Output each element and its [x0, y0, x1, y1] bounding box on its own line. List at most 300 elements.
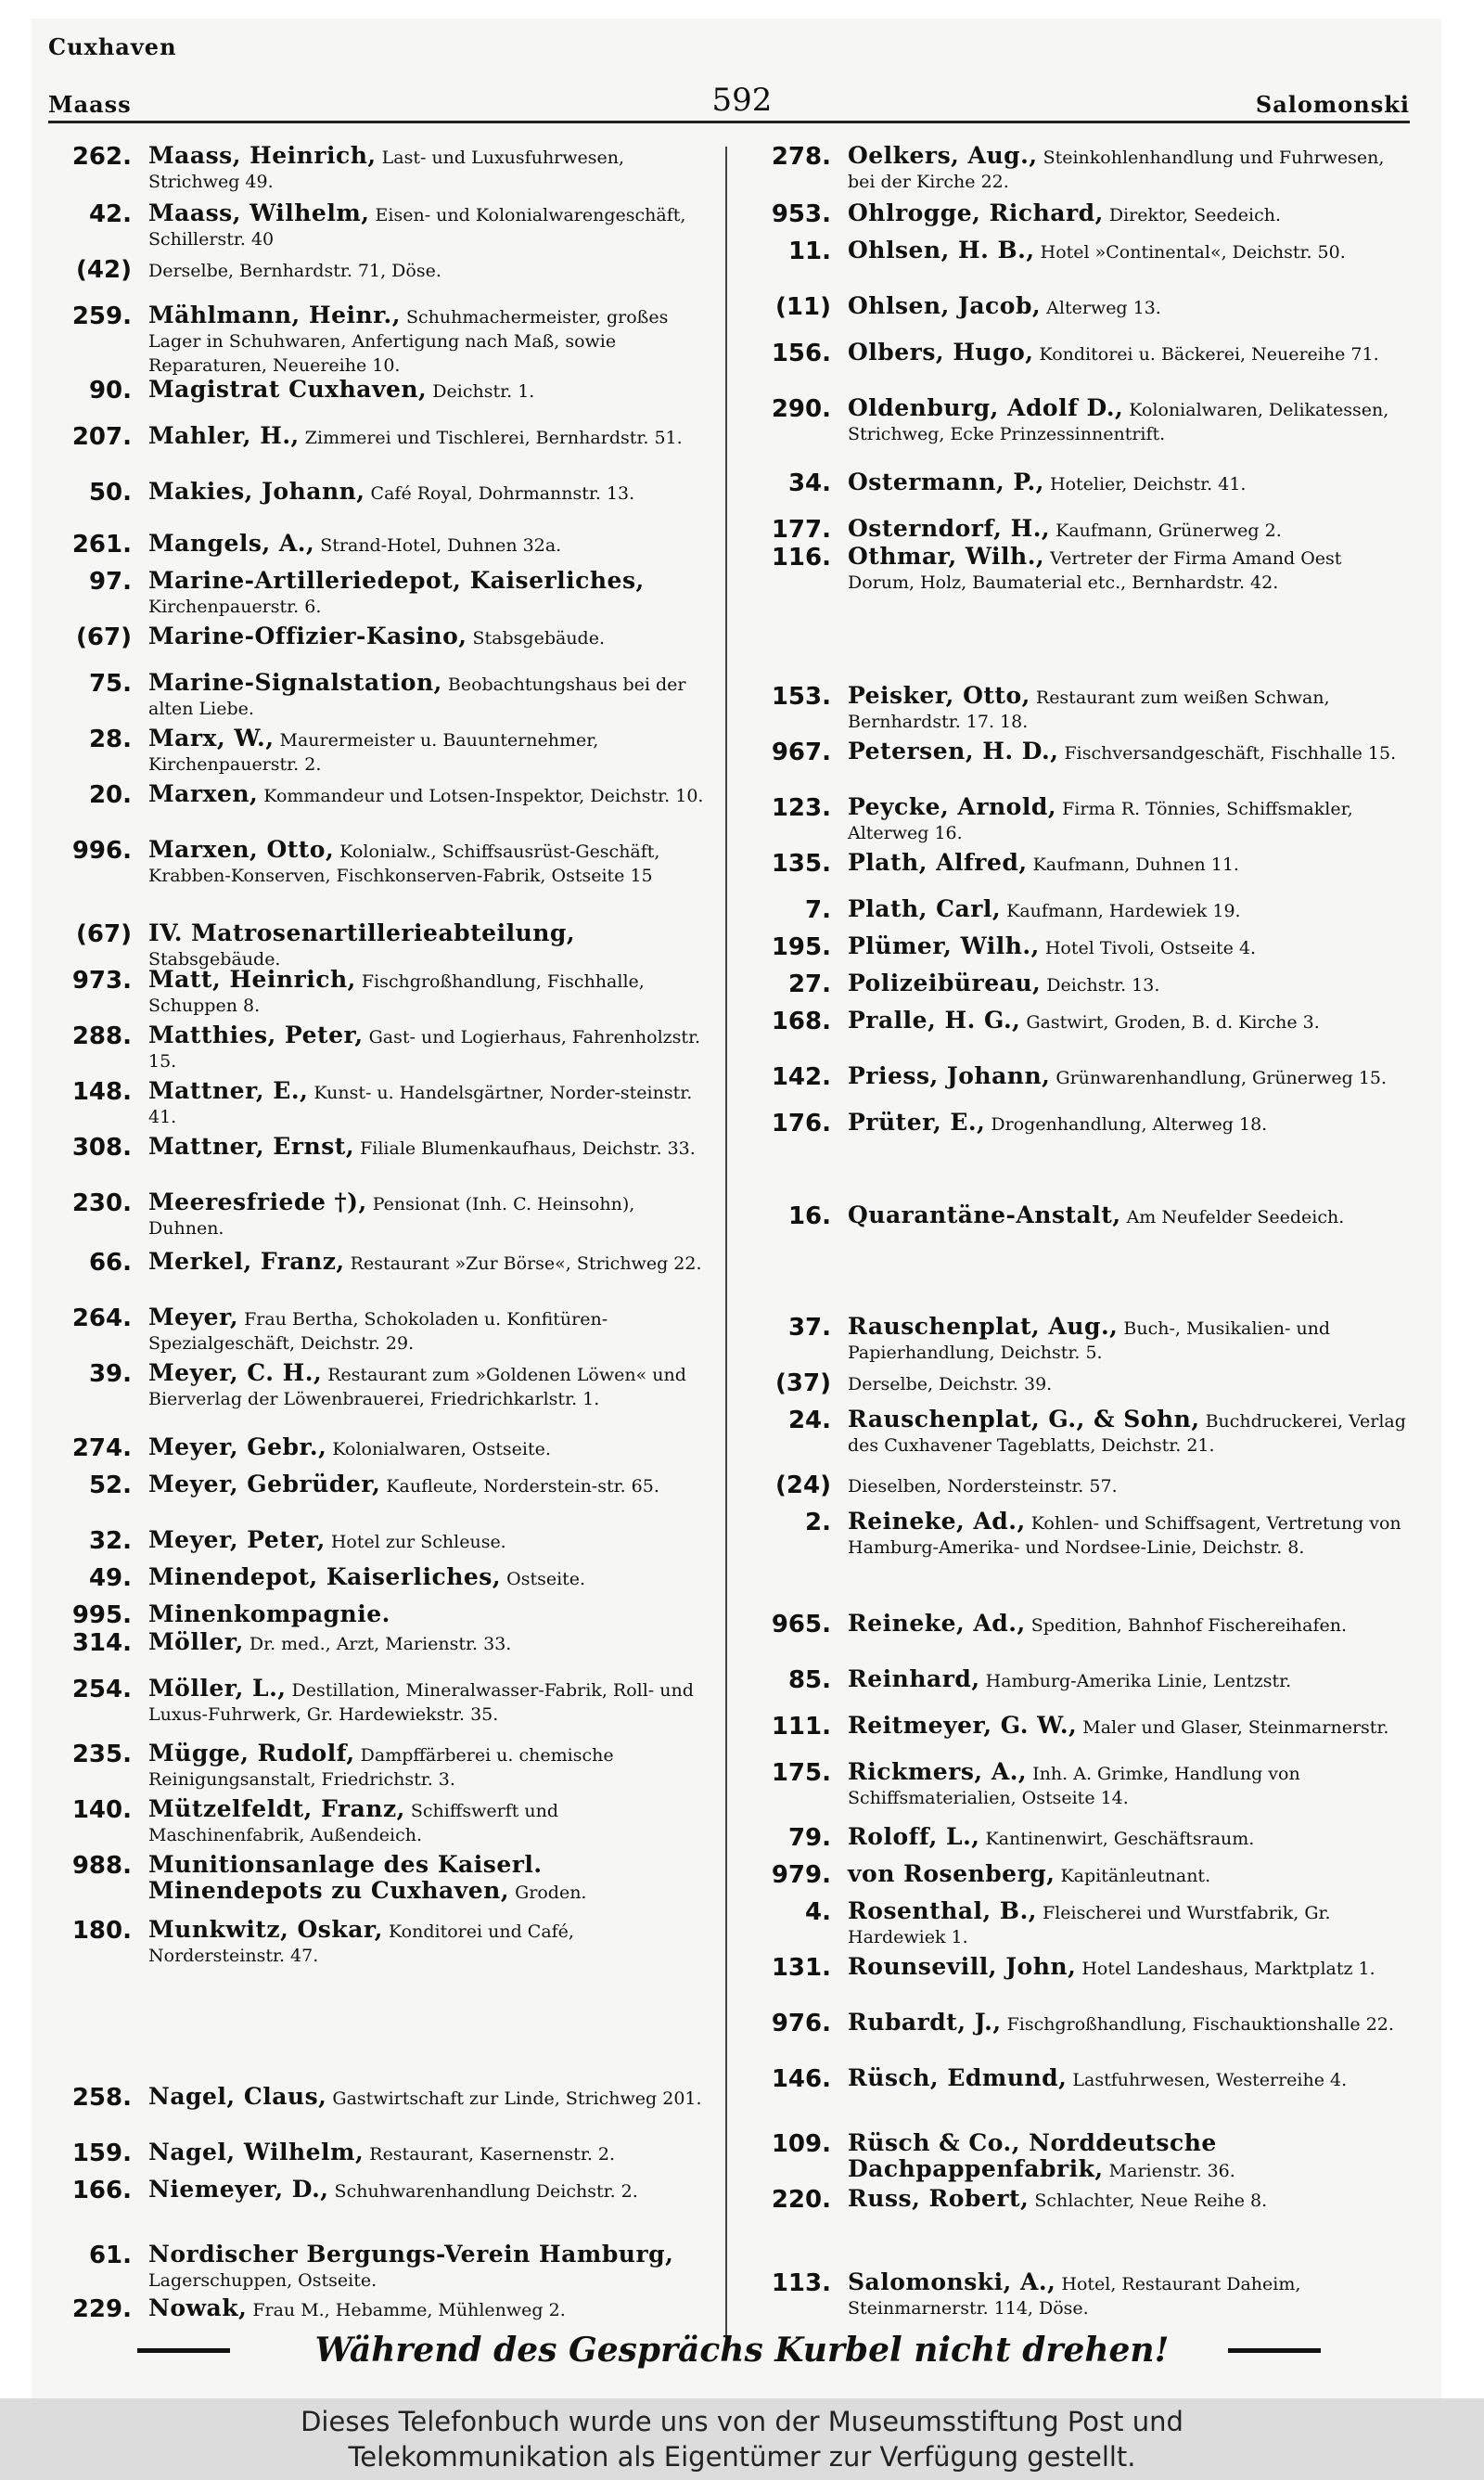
entry-details: Hamburg-Amerika Linie, Lentzstr. [979, 1671, 1292, 1691]
entry-details: Hotel Tivoli, Ostseite 4. [1039, 938, 1257, 958]
entry-details: Deichstr. 1. [427, 381, 535, 402]
phone-number: 97. [88, 568, 132, 596]
entry-text [848, 1760, 1412, 1810]
entry-text [148, 671, 711, 721]
entry-name: Mählmann, Heinr., [148, 302, 401, 328]
entry-text [148, 1190, 711, 1240]
entry-name: Reineke, Ad., [848, 1508, 1026, 1535]
entry-details: Stabsgebäude. [467, 628, 605, 649]
entry-details: Marienstr. 36. [1103, 2161, 1235, 2181]
entry-details: Konditorei u. Bäckerei, Neuereihe 71. [1033, 344, 1379, 365]
phone-number: 16. [787, 1202, 831, 1230]
phone-number: 177. [771, 516, 831, 544]
entry-text [848, 1899, 1412, 1949]
phone-number: 262. [71, 143, 132, 171]
phone-number: 4. [805, 1898, 831, 1926]
phone-number: 180. [71, 1917, 132, 1945]
phone-number: 264. [71, 1304, 132, 1332]
entry-name: Ohlsen, H. B., [848, 237, 1035, 263]
entry-name: Minendepot, Kaiserliches, [148, 1563, 502, 1590]
entry-text [148, 1528, 711, 1554]
ownership-notice [0, 2398, 1484, 2480]
entry-text [848, 238, 1412, 264]
entry-details: Lastfuhrwesen, Westerreihe 4. [1067, 2070, 1348, 2090]
phone-number: 85. [787, 1666, 831, 1694]
entry-name: Roloff, L., [848, 1823, 980, 1850]
entry-text [148, 257, 711, 283]
entry-text [148, 1023, 711, 1073]
phone-number: 135. [771, 850, 831, 878]
entry-details: Direktor, Seedeich. [1103, 205, 1282, 225]
phone-number: 235. [71, 1741, 132, 1768]
phone-number: 229. [71, 2295, 132, 2323]
phone-number: 988. [71, 1852, 132, 1880]
phone-number: 28. [88, 726, 132, 753]
phone-number: 953. [771, 200, 831, 228]
entry-text [148, 201, 711, 251]
entry-text [148, 2242, 711, 2293]
entry-text [848, 341, 1412, 366]
phone-number: 254. [71, 1676, 132, 1703]
entry-name: Merkel, Franz, [148, 1248, 345, 1275]
entry-name: Othmar, Wilh., [848, 543, 1045, 570]
entry-text [148, 2296, 711, 2322]
phone-number: 123. [771, 794, 831, 822]
phone-number: 75. [88, 670, 132, 698]
entry-details: Hotel zur Schleuse. [325, 1532, 506, 1552]
entry-name: Pralle, H. G., [848, 1007, 1021, 1034]
entry-details: Kaufmann, Duhnen 11. [1027, 855, 1239, 875]
entry-details: Stabsgebäude. [148, 949, 281, 970]
entry-details: Frau Bertha, Schokoladen u. Konfitüren-Spezialgeschäft, Deichstr. 29. [148, 1309, 608, 1354]
entry-text [148, 2140, 711, 2166]
entry-text [848, 1955, 1412, 1981]
entry-name: Reineke, Ad., [848, 1610, 1026, 1637]
phone-number: 52. [88, 1471, 132, 1499]
entry-name: Rosenthal, B., [848, 1897, 1037, 1924]
entry-details: Drogenhandlung, Alterweg 18. [985, 1114, 1268, 1135]
entry-details: Hotel »Continental«, Deichstr. 50. [1034, 242, 1346, 263]
entry-name: Niemeyer, D., [148, 2176, 329, 2203]
entry-text [148, 1079, 711, 1129]
entry-text [848, 1407, 1412, 1458]
entry-name: Meyer, C. H., [148, 1359, 323, 1386]
entry-name: Reinhard, [848, 1665, 980, 1692]
entry-text [848, 851, 1412, 877]
phone-number: 116. [771, 544, 831, 572]
footer-bar-right [1228, 2348, 1321, 2353]
phone-number: (24) [775, 1471, 831, 1499]
phone-number: (11) [775, 293, 831, 321]
entry-text [848, 2131, 1412, 2183]
phone-number: 278. [771, 143, 831, 171]
phone-number: 274. [71, 1434, 132, 1462]
entry-details: Café Royal, Dohrmannstr. 13. [365, 483, 635, 504]
entry-details: Schlachter, Neue Reihe 8. [1029, 2191, 1268, 2211]
entry-details: Restaurant zum »Goldenen Löwen« und Bierverlag der Löwenbrauerei, Friedrichkarlstr. 1. [148, 1365, 686, 1409]
entry-details: Destillation, Mineralwasser-Fabrik, Roll- und Luxus-Fuhrwerk, Gr. Hardewiekstr. 35. [148, 1680, 694, 1725]
phone-number: 66. [88, 1249, 132, 1277]
phone-number: (42) [76, 256, 132, 284]
entry-text [848, 2187, 1412, 2213]
entry-text [848, 1667, 1412, 1693]
entry-name: Polizeibüreau, [848, 970, 1042, 996]
entry-name: Marx, W., [148, 725, 275, 752]
entry-text [148, 1472, 711, 1498]
phone-number: 79. [787, 1824, 831, 1852]
entry-text [848, 545, 1412, 595]
entry-name: Nagel, Wilhelm, [148, 2139, 365, 2165]
entry-details: Gast- und Logierhaus, Fahrenholzstr. 15. [148, 1027, 701, 1072]
entry-details: Kirchenpauerstr. 6. [148, 597, 322, 617]
entry-details: Steinkohlenhandlung und Fuhrwesen, bei der Kirche 22. [848, 148, 1385, 192]
entry-details: Ostseite. [501, 1569, 586, 1589]
entry-text [148, 968, 711, 1018]
entry-text [848, 396, 1412, 446]
entry-name: Meyer, Peter, [148, 1526, 326, 1553]
entry-name: von Rosenberg, [848, 1860, 1055, 1887]
phone-number: 166. [71, 2177, 132, 2204]
entry-text [148, 1797, 711, 1847]
notice-line-2: Telekommunikation als Eigentümer zur Verfügung gestellt. [348, 2441, 1136, 2473]
entry-text [848, 1315, 1412, 1365]
entry-details: Restaurant zum weißen Schwan, Bernhardstr. 17. 18. [848, 687, 1330, 732]
entry-name: Osterndorf, H., [848, 515, 1051, 542]
entry-details: Lagerschuppen, Ostseite. [148, 2270, 377, 2291]
entry-name: Oelkers, Aug., [848, 142, 1038, 169]
phone-number: 32. [88, 1527, 132, 1555]
entry-text [848, 1370, 1412, 1396]
entry-details: Restaurant »Zur Börse«, Strichweg 22. [344, 1253, 702, 1274]
header-city: Cuxhaven [48, 33, 177, 60]
entry-details: Beobachtungshaus bei der alten Liebe. [148, 675, 686, 719]
entry-name: Meyer, Gebr., [148, 1433, 327, 1460]
entry-text [848, 1714, 1412, 1740]
entry-details: Last- und Luxusfuhrwesen, Strichweg 49. [148, 148, 625, 192]
entry-details: Am Neufelder Seedeich. [1120, 1207, 1345, 1227]
entry-details: Hotel Landeshaus, Marktplatz 1. [1076, 1959, 1375, 1979]
entry-details: Schuhmachermeister, großes Lager in Schuhwaren, Anfertigung nach Maß, sowie Reparaturen, Neuereihe 10. [148, 307, 669, 376]
entry-name: Ohlrogge, Richard, [848, 199, 1104, 226]
entry-details: Schuhwarenhandlung Deichstr. 2. [328, 2181, 638, 2202]
phone-number: (67) [76, 920, 132, 948]
phone-number: 24. [787, 1407, 831, 1434]
entry-name: Mützelfeldt, Franz, [148, 1795, 405, 1822]
entry-name: Möller, L., [148, 1675, 287, 1702]
entry-name: Meyer, Gebrüder, [148, 1471, 381, 1497]
entry-text [848, 2270, 1412, 2320]
entry-details: Strand-Hotel, Duhnen 32a. [314, 535, 562, 556]
entry-text [848, 934, 1412, 960]
entry-name: Priess, Johann, [848, 1062, 1051, 1089]
entry-name: Marine-Signalstation, [148, 669, 442, 696]
entry-text [148, 1135, 711, 1161]
entry-details: Kantinenwirt, Geschäftsraum. [979, 1829, 1255, 1849]
entry-details: Kunst- u. Handelsgärtner, Norder-steinstr. 41. [148, 1083, 693, 1127]
entry-details: Buch-, Musikalien- und Papierhandlung, Deichstr. 5. [848, 1318, 1331, 1363]
phone-number: 195. [771, 933, 831, 961]
entry-text [848, 1472, 1412, 1498]
entry-name: Rüsch & Co., Norddeutsche Dachpappenfabrik, [848, 2129, 1217, 2182]
phone-number: 11. [787, 238, 831, 265]
entry-name: Nowak, [148, 2294, 248, 2321]
entry-name: Rickmers, A., [848, 1758, 1028, 1785]
entry-text [848, 144, 1412, 194]
entry-text [848, 1510, 1412, 1560]
phone-number: 42. [88, 200, 132, 228]
phone-number: 176. [771, 1110, 831, 1137]
entry-name: Russ, Robert, [848, 2185, 1030, 2212]
entry-name: Rounsevill, John, [848, 1953, 1077, 1980]
entry-details: Alterweg 13. [1041, 298, 1161, 318]
column-divider [725, 147, 727, 2338]
entry-name: Matthies, Peter, [148, 1022, 364, 1048]
entry-details: Firma R. Tönnies, Schiffsmakler, Alterweg 16. [848, 799, 1353, 843]
entry-name: Petersen, H. D., [848, 738, 1059, 765]
phone-number: 156. [771, 340, 831, 367]
entry-details: Deichstr. 13. [1041, 975, 1160, 996]
entry-name: Plümer, Wilh., [848, 932, 1040, 959]
entry-text [148, 378, 711, 404]
phone-number: 39. [88, 1360, 132, 1388]
entry-details: Zimmerei und Tischlerei, Bernhardstr. 51. [299, 428, 683, 448]
entry-details: Kommandeur und Lotsen-Inspektor, Deichstr. 10. [258, 786, 704, 806]
entry-name: Olbers, Hugo, [848, 339, 1034, 366]
phone-number: 20. [88, 781, 132, 809]
entry-name: Mattner, Ernst, [148, 1133, 355, 1160]
entry-text [848, 1612, 1412, 1638]
footer-slogan: Während des Gesprächs Kurbel nicht drehen! [314, 2331, 1170, 2370]
entry-text [148, 1602, 711, 1628]
entry-name: Ohlsen, Jacob, [848, 292, 1042, 319]
entry-text [848, 470, 1412, 496]
entry-details: Eisen- und Kolonialwarengeschäft, Schillerstr. 40 [148, 205, 686, 250]
entry-details: Kohlen- und Schiffsagent, Vertretung von Hamburg-Amerika- und Nordsee-Linie, Deichstr. 8. [848, 1513, 1401, 1558]
entry-details: Hotelier, Deichstr. 41. [1043, 474, 1247, 495]
phone-number: 976. [771, 2010, 831, 2037]
entry-details: Konditorei und Café, Nordersteinstr. 47. [148, 1921, 574, 1966]
entry-name: Mahler, H., [148, 422, 300, 449]
entry-name: Maass, Heinrich, [148, 142, 377, 169]
entry-text [148, 1741, 711, 1792]
phone-number: 220. [771, 2186, 831, 2214]
entry-text [848, 897, 1412, 923]
entry-name: Marine-Artilleriedepot, Kaiserliches, [148, 567, 645, 594]
entry-text [848, 1009, 1412, 1034]
entry-details: Fischversandgeschäft, Fischhalle 15. [1058, 743, 1397, 764]
phone-number: 965. [771, 1611, 831, 1638]
entry-text [848, 1203, 1412, 1229]
phone-number: 49. [88, 1564, 132, 1592]
header-rule [48, 121, 1410, 123]
phone-number: 230. [71, 1189, 132, 1217]
phone-number: 979. [771, 1861, 831, 1889]
entry-details: Dr. med., Arzt, Marienstr. 33. [243, 1634, 512, 1654]
phone-number: 90. [88, 377, 132, 405]
entry-text [148, 921, 711, 971]
phone-number: (67) [76, 623, 132, 651]
entry-details: Restaurant, Kasernenstr. 2. [364, 2144, 616, 2165]
phone-number: (37) [775, 1369, 831, 1397]
entry-text [848, 2011, 1412, 2037]
notice-line-1: Dieses Telefonbuch wurde uns von der Museumsstiftung Post und [301, 2406, 1183, 2437]
entry-name: Meyer, [148, 1304, 239, 1330]
phone-number: 153. [771, 683, 831, 711]
entry-name: Plath, Carl, [848, 895, 1002, 922]
entry-name: Plath, Alfred, [848, 849, 1028, 876]
entry-name: Quarantäne-Anstalt, [848, 1201, 1121, 1228]
entry-text [148, 782, 711, 808]
phone-number: 37. [787, 1314, 831, 1342]
phone-number: 288. [71, 1022, 132, 1050]
entry-details: Kapitänleutnant. [1055, 1866, 1211, 1886]
entry-text [148, 624, 711, 650]
entry-text [148, 532, 711, 558]
entry-name: Marxen, [148, 780, 259, 807]
phone-number: 259. [71, 302, 132, 330]
entry-text [148, 2178, 711, 2204]
phone-number: 996. [71, 837, 132, 865]
entry-details: Derselbe, Bernhardstr. 71, Döse. [148, 261, 441, 281]
entry-name: Prüter, E., [848, 1109, 986, 1136]
entry-name: Marxen, Otto, [148, 836, 335, 863]
entry-text [848, 1111, 1412, 1137]
entry-text [148, 1677, 711, 1727]
entry-details: Groden. [509, 1882, 587, 1903]
phone-number: 261. [71, 531, 132, 559]
entry-text [848, 971, 1412, 997]
entry-details: Pensionat (Inh. C. Heinsohn), Duhnen. [148, 1194, 635, 1239]
entry-details: Buchdruckerei, Verlag des Cuxhavener Tageblatts, Deichstr. 21. [848, 1411, 1406, 1456]
entry-name: Maass, Wilhelm, [148, 199, 370, 226]
entry-name: Munitionsanlage des Kaiserl. Minendepots zu Cuxhaven, [148, 1851, 543, 1904]
entry-name: Mattner, E., [148, 1077, 309, 1104]
phone-number: 146. [771, 2065, 831, 2093]
entry-name: Rauschenplat, G., & Sohn, [848, 1406, 1200, 1433]
entry-name: Möller, [148, 1628, 244, 1655]
entry-name: Marine-Offizier-Kasino, [148, 623, 467, 649]
phone-number: 34. [787, 469, 831, 497]
entry-text [148, 838, 711, 888]
entry-details: Dampffärberei u. chemische Reinigungsanstalt, Friedrichstr. 3. [148, 1745, 614, 1790]
entry-text [848, 294, 1412, 320]
phone-number: 207. [71, 423, 132, 451]
entry-details: Grünwarenhandlung, Grünerweg 15. [1050, 1068, 1388, 1088]
entry-name: Rüsch, Edmund, [848, 2064, 1068, 2091]
header-last-entry: Salomonski [1255, 91, 1410, 118]
entry-text [148, 1565, 711, 1591]
phone-number: 168. [771, 1008, 831, 1035]
entry-name: Ostermann, P., [848, 469, 1044, 495]
entry-name: Salomonski, A., [848, 2268, 1056, 2295]
phone-number: 111. [771, 1713, 831, 1741]
phone-number: 967. [771, 739, 831, 766]
entry-name: IV. Matrosenartillerieabteilung, [148, 919, 576, 946]
entry-details: Kaufleute, Norderstein-str. 65. [380, 1476, 659, 1497]
phone-number: 995. [71, 1601, 132, 1629]
entry-details: Fischgroßhandlung, Fischhalle, Schuppen 8. [148, 971, 645, 1016]
phone-number: 109. [771, 2130, 831, 2158]
entry-details: Schiffswerft und Maschinenfabrik, Außendeich. [148, 1801, 559, 1845]
phone-number: 27. [787, 970, 831, 998]
entry-details: Fleischerei und Wurstfabrik, Gr. Hardewiek 1. [848, 1903, 1331, 1947]
entry-details: Kaufmann, Grünerweg 2. [1050, 520, 1282, 541]
entry-details: Kolonialwaren, Delikatessen, Strichweg, Ecke Prinzessinnentrift. [848, 400, 1389, 444]
entry-text [148, 144, 711, 194]
entry-text [848, 739, 1412, 765]
entry-details: Kolonialwaren, Ostseite. [326, 1439, 551, 1459]
entry-name: Magistrat Cuxhaven, [148, 376, 428, 403]
entry-text [848, 1825, 1412, 1851]
entry-text [848, 201, 1412, 227]
entry-details: Hotel, Restaurant Daheim, Steinmarnerstr. 114, Döse. [848, 2274, 1301, 2319]
entry-details: Dieselben, Nordersteinstr. 57. [848, 1476, 1118, 1497]
phone-number: 314. [71, 1629, 132, 1657]
phone-number: 142. [771, 1063, 831, 1091]
phone-number: 7. [805, 896, 831, 924]
entry-text [148, 569, 711, 619]
entry-name: Rauschenplat, Aug., [848, 1313, 1119, 1340]
entry-text [148, 2085, 711, 2111]
entry-details: Filiale Blumenkaufhaus, Deichstr. 33. [354, 1138, 696, 1159]
phone-number: 175. [771, 1759, 831, 1787]
phone-number: 131. [771, 1954, 831, 1982]
entry-name: Nagel, Claus, [148, 2083, 327, 2110]
entry-text [848, 1064, 1412, 1090]
entry-details: Maler und Glaser, Steinmarnerstr. [1077, 1717, 1389, 1738]
entry-name: Mügge, Rudolf, [148, 1740, 355, 1767]
entry-text [148, 424, 711, 450]
entry-name: Mangels, A., [148, 530, 315, 557]
phone-number: 290. [771, 395, 831, 423]
entry-text [148, 1250, 711, 1276]
phone-number: 61. [88, 2242, 132, 2269]
phone-number: 2. [805, 1509, 831, 1536]
phone-number: 258. [71, 2084, 132, 2112]
entry-name: Reitmeyer, G. W., [848, 1712, 1078, 1739]
entry-name: Oldenburg, Adolf D., [848, 394, 1124, 421]
entry-text [848, 795, 1412, 845]
entry-details: Inh. A. Grimke, Handlung von Schiffsmaterialien, Ostseite 14. [848, 1764, 1300, 1808]
entry-details: Vertreter der Firma Amand Oest Dorum, Holz, Baumaterial etc., Bernhardstr. 42. [848, 548, 1342, 593]
phone-number: 159. [71, 2139, 132, 2167]
entry-name: Matt, Heinrich, [148, 966, 356, 993]
entry-details: Fischgroßhandlung, Fischauktionshalle 22. [1001, 2014, 1394, 2035]
entry-details: Kaufmann, Hardewiek 19. [1001, 901, 1241, 921]
entry-text [848, 1862, 1412, 1888]
entry-text [148, 1853, 711, 1905]
entry-text [148, 1918, 711, 1968]
entry-details: Gastwirtschaft zur Linde, Strichweg 201. [326, 2088, 702, 2109]
entry-text [148, 480, 711, 506]
entry-details: Derselbe, Deichstr. 39. [848, 1374, 1053, 1394]
entry-name: Rubardt, J., [848, 2009, 1002, 2036]
phone-number: 308. [71, 1134, 132, 1162]
phone-number: 113. [771, 2269, 831, 2297]
entry-text [148, 303, 711, 378]
phone-number: 50. [88, 479, 132, 507]
phone-number: 973. [71, 967, 132, 995]
entry-details: Gastwirt, Groden, B. d. Kirche 3. [1020, 1012, 1320, 1033]
entry-name: Munkwitz, Oskar, [148, 1916, 383, 1943]
entry-text [848, 684, 1412, 734]
entry-details: Maurermeister u. Bauunternehmer, Kirchenpauerstr. 2. [148, 730, 599, 775]
entry-text [148, 726, 711, 777]
page-number: 592 [711, 82, 773, 119]
entry-text [148, 1305, 711, 1356]
entry-text [848, 2066, 1412, 2092]
header-first-entry: Maass [48, 91, 132, 118]
